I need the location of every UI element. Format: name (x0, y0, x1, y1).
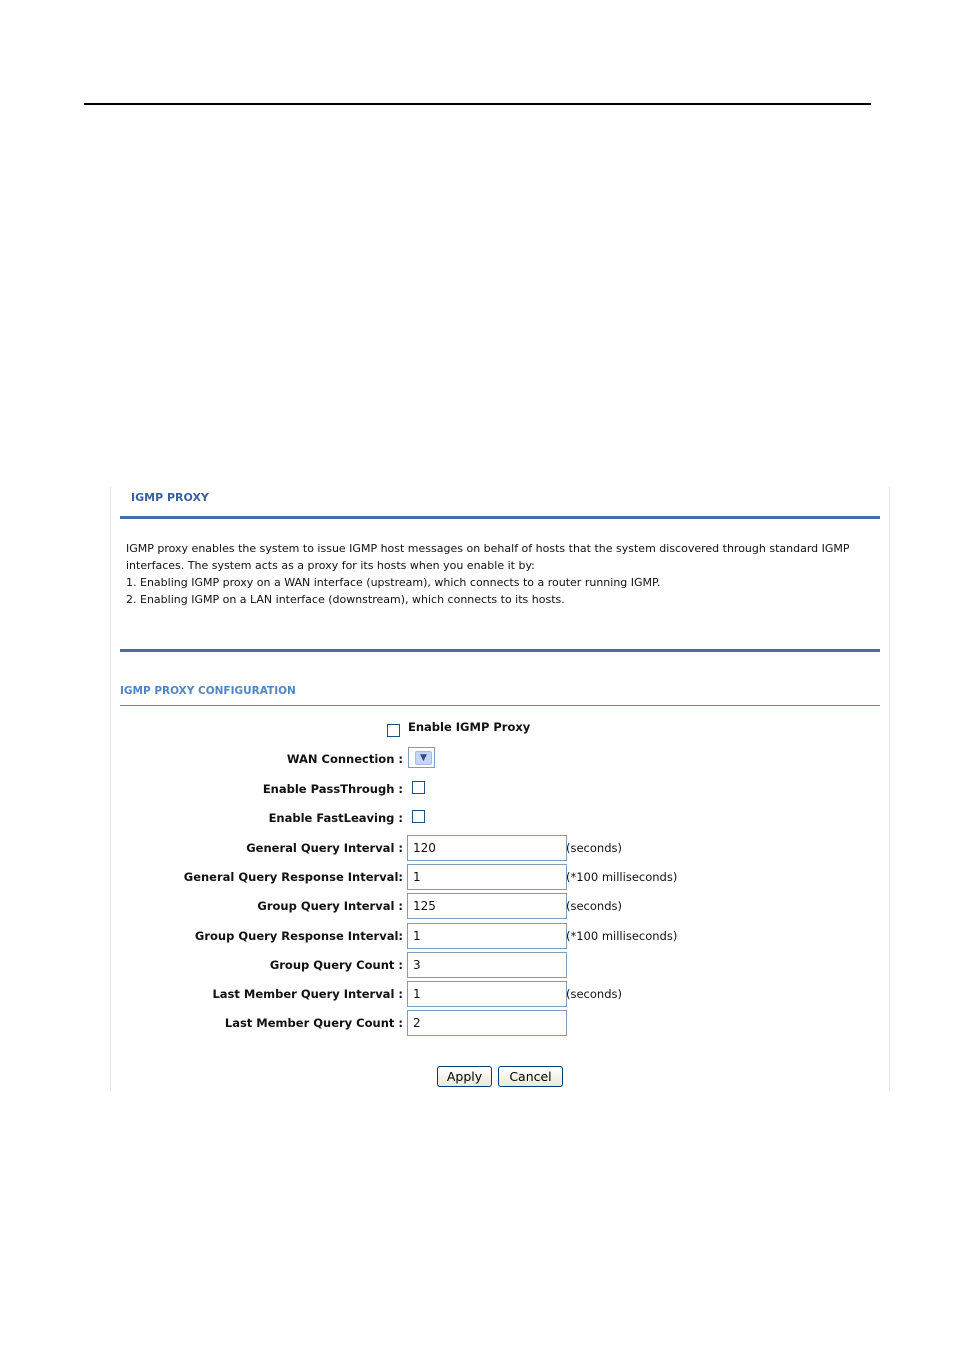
enable-passthrough-checkbox[interactable] (412, 781, 425, 794)
fastleaving-label: Enable FastLeaving : (268, 811, 403, 825)
field-label: Group Query Interval : (257, 899, 403, 913)
chevron-down-icon: ▼ (415, 751, 432, 765)
wan-connection-row (0, 746, 954, 772)
field-unit: (seconds) (566, 841, 622, 855)
general-query-response-interval-row (0, 864, 954, 890)
description-line: 2. Enabling IGMP on a LAN interface (downstream), which connects to its hosts. (126, 593, 565, 606)
group-query-interval-row (0, 893, 954, 919)
config-section-rule (120, 705, 880, 706)
field-label: Last Member Query Count : (224, 1016, 403, 1030)
field-label: Group Query Response Interval: (194, 929, 403, 943)
panel-title: IGMP PROXY (131, 491, 209, 504)
general-query-interval-row (0, 835, 954, 861)
last-member-query-interval-row (0, 981, 954, 1007)
general-query-response-interval-input[interactable]: 1 (407, 864, 567, 890)
last-member-query-count-row (0, 1010, 954, 1036)
fastleaving-row (0, 805, 954, 831)
enable-fastleaving-checkbox[interactable] (412, 810, 425, 823)
last-member-query-interval-input[interactable]: 1 (407, 981, 567, 1007)
passthrough-label: Enable PassThrough : (262, 782, 403, 796)
group-query-response-interval-input[interactable]: 1 (407, 923, 567, 949)
field-label: Group Query Count : (269, 958, 403, 972)
field-unit: (seconds) (566, 987, 622, 1001)
apply-button[interactable]: Apply (437, 1066, 492, 1087)
field-unit: (seconds) (566, 899, 622, 913)
general-query-interval-input[interactable]: 120 (407, 835, 567, 861)
group-query-count-input[interactable]: 3 (407, 952, 567, 978)
cancel-button[interactable]: Cancel (498, 1066, 563, 1087)
field-unit: (*100 milliseconds) (566, 870, 678, 884)
description-line: interfaces. The system acts as a proxy for its hosts when you enable it by: (126, 559, 535, 572)
wan-connection-select[interactable] (408, 747, 435, 768)
group-query-response-interval-row (0, 923, 954, 949)
description-line: 1. Enabling IGMP proxy on a WAN interface (upstream), which connects to a router running IGMP. (126, 576, 661, 589)
wan-connection-label: WAN Connection : (286, 752, 403, 766)
field-label: General Query Interval : (246, 841, 403, 855)
enable-igmp-proxy-checkbox[interactable] (387, 724, 400, 737)
section-divider (120, 649, 880, 652)
group-query-interval-input[interactable]: 125 (407, 893, 567, 919)
panel-title-rule (120, 516, 880, 519)
last-member-query-count-input[interactable]: 2 (407, 1010, 567, 1036)
group-query-count-row (0, 952, 954, 978)
field-label: General Query Response Interval: (183, 870, 403, 884)
config-section-title: IGMP PROXY CONFIGURATION (120, 685, 296, 697)
description (126, 540, 866, 608)
enable-igmp-proxy-label: Enable IGMP Proxy (408, 720, 531, 734)
field-unit: (*100 milliseconds) (566, 929, 678, 943)
description-line: IGMP proxy enables the system to issue IGMP host messages on behalf of hosts that the system discovered through standard IGMP (126, 542, 850, 555)
field-label: Last Member Query Interval : (212, 987, 403, 1001)
page-top-rule (84, 103, 871, 105)
passthrough-row (0, 776, 954, 802)
